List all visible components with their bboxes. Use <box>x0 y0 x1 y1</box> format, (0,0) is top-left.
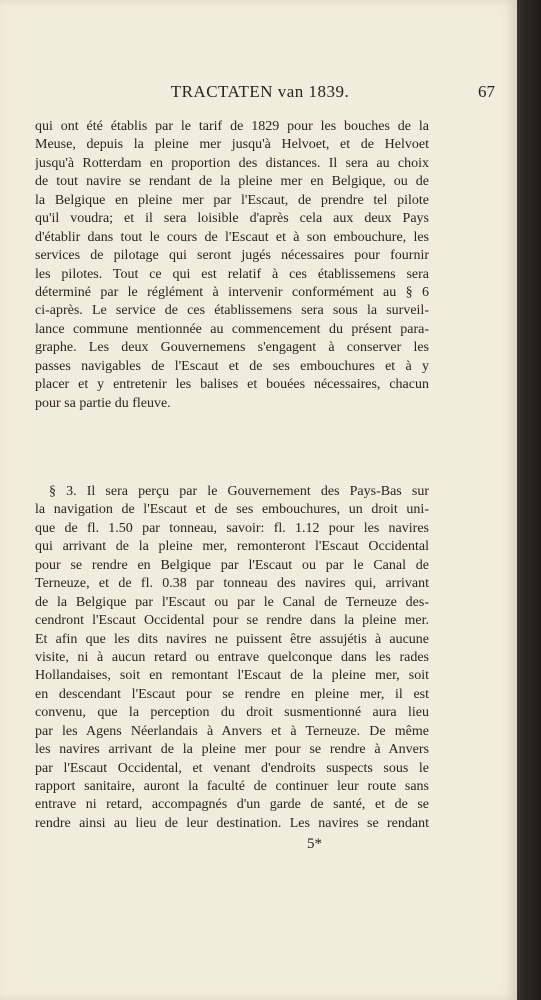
text-line: Hollandaises, soit en remontant l'Escaut de la pleine mer, soit <box>35 668 429 684</box>
text-line: convenu, que la perception du droit susmentionné aura lieu <box>35 705 429 721</box>
text-line: ci-après. Le service de ces établissemens sera sous la surveil- <box>35 303 429 319</box>
signature-mark: 5* <box>307 836 322 852</box>
text-line: passes navigables de l'Escaut et de ses embouchures et à y <box>35 358 429 374</box>
text-line: services de pilotage qui seront jugés nécessaires pour fournir <box>35 248 429 264</box>
page-header <box>40 82 495 110</box>
text-line: pour se rendre en Belgique par l'Escaut ou par le Canal de <box>35 557 429 573</box>
text-line: Meuse, depuis la pleine mer jusqu'à Helvoet, et de Helvoet <box>35 137 429 153</box>
text-line: les navires arrivant de la pleine mer pour se rendre à Anvers <box>35 742 429 758</box>
text-line: de tout navire se rendant de la pleine mer en Belgique, ou de <box>35 174 429 190</box>
paragraph-continuation <box>35 118 429 413</box>
text-line: qui arrivant de la pleine mer, remonteront l'Escaut Occidental <box>35 539 429 555</box>
paragraph-section-3 <box>35 483 429 833</box>
text-line: que de fl. 1.50 par tonneau, savoir: fl. 1.12 pour les navires <box>35 520 429 536</box>
text-line: Terneuze, et de fl. 0.38 par tonneau des navires qui, arrivant <box>35 576 429 592</box>
text-line: qu'il voudra; et il sera loisible d'après cela aux deux Pays <box>35 211 429 227</box>
text-line: lance commune mentionnée au commencement du présent para- <box>35 321 429 337</box>
text-line: déterminé par le réglément à intervenir conformément au § 6 <box>35 284 429 300</box>
running-title: TRACTATEN van 1839. <box>170 82 350 101</box>
text-line: pour sa partie du fleuve. <box>35 395 171 411</box>
text-line: la Belgique en pleine mer par l'Escaut, de prendre tel pilote <box>35 192 429 208</box>
text-line: rapport sanitaire, auront la faculté de continuer leur route sans <box>35 779 429 794</box>
text-line: placer et y entretenir les balises et bouées nécessaires, chacun <box>35 377 429 393</box>
text-line: § 3. Il sera perçu par le Gouvernement des Pays-Bas sur <box>49 484 429 499</box>
page-edge <box>517 0 541 1000</box>
text-line: Et afin que les dits navires ne puissent être assujétis à aucune <box>35 631 429 647</box>
text-line: visite, ni à aucun retard ou entrave quelconque dans les rades <box>35 649 429 665</box>
text-line: graphe. Les deux Gouvernemens s'engagent à conserver les <box>35 340 429 356</box>
page-number: 67 <box>478 82 495 101</box>
text-line: par l'Escaut Occidental, et venant d'endroits suspects sous le <box>35 760 429 776</box>
text-line: par les Agens Néerlandais à Anvers et à Terneuze. De même <box>35 723 429 739</box>
text-line: rendre ainsi au lieu de leur destination. Les navires se rendant <box>35 815 429 831</box>
text-line: entrave ni retard, accompagnés d'un garde de santé, et de se <box>35 797 429 813</box>
text-line: de la Belgique par l'Escaut ou par le Canal de Terneuze des- <box>35 594 429 610</box>
text-line: la navigation de l'Escaut et de ses embouchures, un droit uni- <box>35 502 429 518</box>
text-line: en descendant l'Escaut pour se rendre en pleine mer, il est <box>35 686 429 702</box>
text-line: les pilotes. Tout ce qui est relatif à ces établissemens sera <box>35 266 429 282</box>
text-line: d'établir dans tout le cours de l'Escaut et à son embouchure, les <box>35 229 429 245</box>
text-line: jusqu'à Rotterdam en proportion des distances. Il sera au choix <box>35 155 429 171</box>
text-line: qui ont été établis par le tarif de 1829 pour les bouches de la <box>35 119 429 134</box>
text-line: cendront l'Escaut Occidental pour se rendre dans la pleine mer. <box>35 613 429 629</box>
